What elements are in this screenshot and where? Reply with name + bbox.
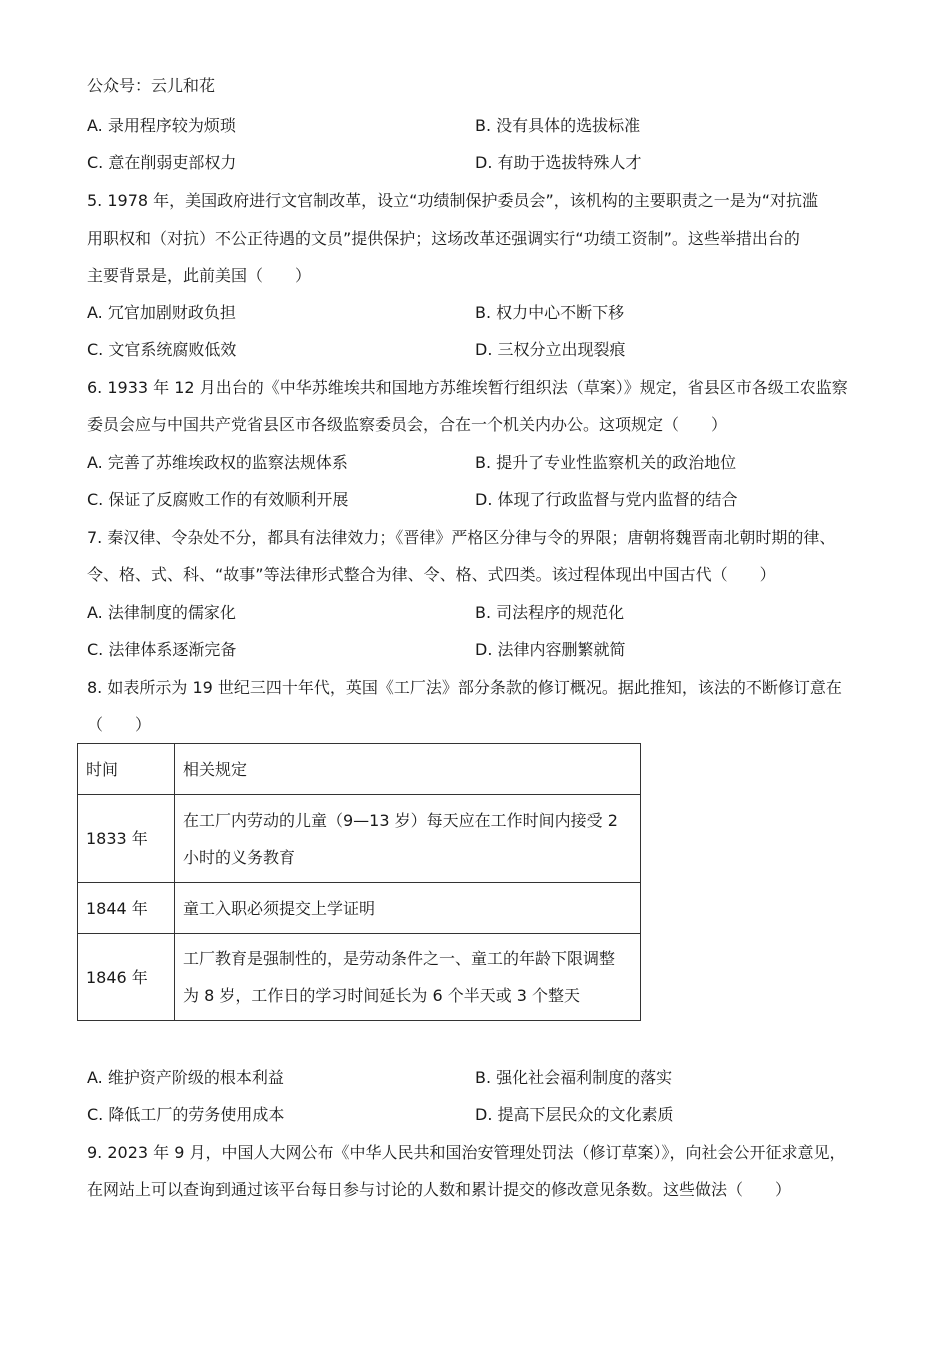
q7-option-d[interactable]: D. 法律内容删繁就简 (475, 640, 626, 659)
q9-text-line-1: 9. 2023 年 9 月，中国人大网公布《中华人民共和国治安管理处罚法（修订草案）》，向社会公开征求意见， (87, 1143, 846, 1162)
table-cell-rule-line: 为 8 岁，工作日的学习时间延长为 6 个半天或 3 个整天 (183, 986, 581, 1005)
q9-text-line-2: 在网站上可以查询到通过该平台每日参与讨论的人数和累计提交的修改意见条数。这些做法（ ） (87, 1180, 792, 1199)
q7-text-line-1: 7. 秦汉律、令杂处不分，都具有法律效力；《晋律》严格区分律与令的界限；唐朝将魏晋南北朝时期的律、 (87, 528, 836, 547)
table-cell-year: 1833 年 (78, 795, 175, 883)
table-cell-rule-line: 在工厂内劳动的儿童（9—13 岁）每天应在工作时间内接受 2 (183, 810, 618, 830)
factory-law-table (77, 743, 641, 1021)
q5-option-d[interactable]: D. 三权分立出现裂痕 (475, 340, 626, 359)
q7-option-b[interactable]: B. 司法程序的规范化 (475, 603, 625, 622)
table-row (78, 883, 641, 934)
q6-option-d[interactable]: D. 体现了行政监督与党内监督的结合 (475, 490, 738, 509)
table-header-rules: 相关规定 (175, 744, 641, 795)
table-cell-rule (175, 883, 641, 934)
q8-option-c[interactable]: C. 降低工厂的劳务使用成本 (87, 1105, 285, 1124)
table-cell-rule-line: 童工入职必须提交上学证明 (183, 898, 376, 918)
q5-text-line-2: 用职权和（对抗）不公正待遇的文员”提供保护；这场改革还强调实行“功绩工资制”。这些举措出台的 (87, 229, 800, 248)
q6-option-c[interactable]: C. 保证了反腐败工作的有效顺利开展 (87, 490, 349, 509)
q5-text-line-1: 5. 1978 年，美国政府进行文官制改革，设立“功绩制保护委员会”，该机构的主要职责之一是为“对抗滥 (87, 191, 819, 210)
table-cell-rule (175, 934, 641, 1021)
q4-option-c[interactable]: C. 意在削弱吏部权力 (87, 153, 237, 172)
q4-option-a[interactable]: A. 录用程序较为烦琐 (87, 116, 236, 135)
q5-option-a[interactable]: A. 冗官加剧财政负担 (87, 303, 236, 322)
q5-option-c[interactable]: C. 文官系统腐败低效 (87, 340, 237, 359)
table-cell-rule-line: 工厂教育是强制性的，是劳动条件之一、童工的年龄下限调整 (183, 949, 616, 968)
q8-text-line-2: （ ） (87, 715, 152, 734)
q8-option-d[interactable]: D. 提高下层民众的文化素质 (475, 1105, 674, 1124)
q6-text-line-2: 委员会应与中国共产党省县区市各级监察委员会，合在一个机关内办公。这项规定（ ） (87, 415, 728, 434)
q6-option-a[interactable]: A. 完善了苏维埃政权的监察法规体系 (87, 453, 348, 472)
header-text: 公众号：云儿和花 (87, 76, 216, 95)
q7-text-line-2: 令、格、式、科、“故事”等法律形式整合为律、令、格、式四类。该过程体现出中国古代（ ） (87, 565, 776, 584)
table-cell-rule (175, 795, 641, 883)
q7-option-c[interactable]: C. 法律体系逐渐完备 (87, 640, 237, 659)
q8-option-b[interactable]: B. 强化社会福利制度的落实 (475, 1068, 673, 1087)
table-header-row (78, 744, 641, 795)
table-row (78, 934, 641, 1021)
table-cell-year: 1844 年 (78, 883, 175, 934)
table-header-time: 时间 (78, 744, 175, 795)
q4-option-d[interactable]: D. 有助于选拔特殊人才 (475, 153, 642, 172)
q8-option-a[interactable]: A. 维护资产阶级的根本利益 (87, 1068, 284, 1087)
q8-text-line-1: 8. 如表所示为 19 世纪三四十年代，英国《工厂法》部分条款的修订概况。据此推知，该法的不断修订意在 (87, 678, 842, 697)
q6-text-line-1: 6. 1933 年 12 月出台的《中华苏维埃共和国地方苏维埃暂行组织法（草案）》规定，省县区市各级工农监察 (87, 378, 848, 397)
q5-text-line-3: 主要背景是，此前美国（ ） (87, 266, 312, 285)
q4-option-b[interactable]: B. 没有具体的选拔标准 (475, 116, 641, 135)
table-row (78, 795, 641, 883)
q5-option-b[interactable]: B. 权力中心不断下移 (475, 303, 625, 322)
table-cell-year: 1846 年 (78, 934, 175, 1021)
q7-option-a[interactable]: A. 法律制度的儒家化 (87, 603, 236, 622)
table-cell-rule-line: 小时的义务教育 (183, 847, 296, 867)
q6-option-b[interactable]: B. 提升了专业性监察机关的政治地位 (475, 453, 737, 472)
